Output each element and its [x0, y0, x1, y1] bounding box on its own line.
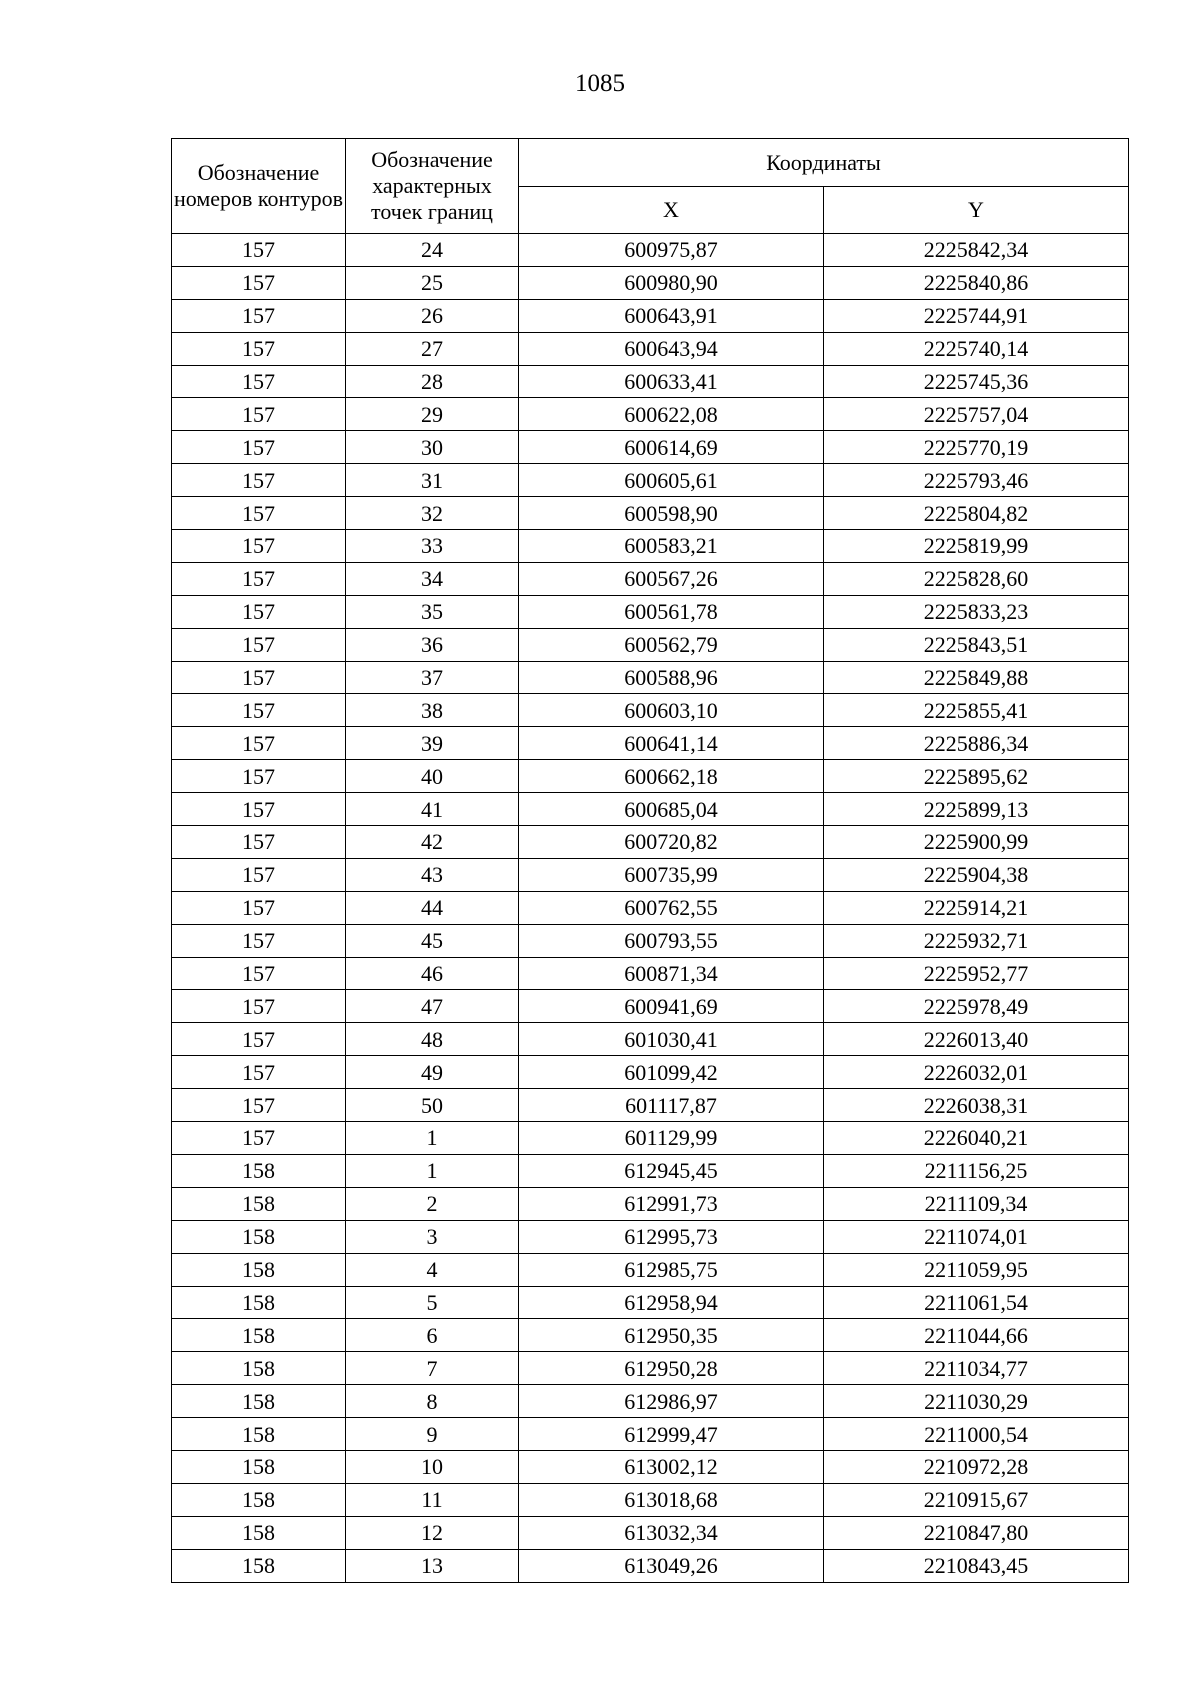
cell-contour-number: 158 — [172, 1220, 346, 1253]
cell-point-number: 24 — [346, 234, 519, 267]
cell-contour-number: 157 — [172, 1023, 346, 1056]
cell-x: 601030,41 — [519, 1023, 824, 1056]
cell-point-number: 11 — [346, 1483, 519, 1516]
cell-contour-number: 157 — [172, 398, 346, 431]
cell-contour-number: 158 — [172, 1549, 346, 1582]
table-row — [172, 1089, 1129, 1122]
cell-y: 2225895,62 — [824, 760, 1129, 793]
cell-x: 600583,21 — [519, 530, 824, 563]
cell-contour-number: 157 — [172, 661, 346, 694]
cell-y: 2211034,77 — [824, 1352, 1129, 1385]
cell-y: 2225757,04 — [824, 398, 1129, 431]
cell-contour-number: 157 — [172, 530, 346, 563]
table-row — [172, 1385, 1129, 1418]
table-row — [172, 990, 1129, 1023]
cell-point-number: 1 — [346, 1154, 519, 1187]
cell-y: 2210972,28 — [824, 1450, 1129, 1483]
cell-x: 612999,47 — [519, 1418, 824, 1451]
cell-contour-number: 157 — [172, 1089, 346, 1122]
cell-contour-number: 158 — [172, 1418, 346, 1451]
table-row — [172, 1286, 1129, 1319]
table-row — [172, 1154, 1129, 1187]
cell-contour-number: 157 — [172, 266, 346, 299]
cell-point-number: 30 — [346, 431, 519, 464]
cell-x: 600643,91 — [519, 299, 824, 332]
table-row — [172, 1220, 1129, 1253]
table-row — [172, 398, 1129, 431]
header-boundary-points: Обозначение характерных точек границ — [346, 139, 519, 234]
cell-y: 2211061,54 — [824, 1286, 1129, 1319]
cell-contour-number: 157 — [172, 1056, 346, 1089]
table-row — [172, 234, 1129, 267]
table-row — [172, 530, 1129, 563]
cell-point-number: 28 — [346, 365, 519, 398]
cell-y: 2211156,25 — [824, 1154, 1129, 1187]
table-row — [172, 266, 1129, 299]
cell-x: 600941,69 — [519, 990, 824, 1023]
cell-contour-number: 157 — [172, 1122, 346, 1155]
cell-x: 600643,94 — [519, 332, 824, 365]
cell-x: 600614,69 — [519, 431, 824, 464]
table-row — [172, 365, 1129, 398]
cell-point-number: 42 — [346, 826, 519, 859]
table-row — [172, 826, 1129, 859]
cell-point-number: 8 — [346, 1385, 519, 1418]
cell-y: 2225886,34 — [824, 727, 1129, 760]
cell-point-number: 27 — [346, 332, 519, 365]
cell-y: 2225745,36 — [824, 365, 1129, 398]
cell-contour-number: 157 — [172, 990, 346, 1023]
cell-y: 2225828,60 — [824, 562, 1129, 595]
table-row — [172, 858, 1129, 891]
cell-x: 600975,87 — [519, 234, 824, 267]
table-row — [172, 793, 1129, 826]
table-row — [172, 595, 1129, 628]
cell-y: 2226013,40 — [824, 1023, 1129, 1056]
cell-contour-number: 158 — [172, 1253, 346, 1286]
cell-contour-number: 157 — [172, 628, 346, 661]
cell-point-number: 43 — [346, 858, 519, 891]
cell-y: 2211030,29 — [824, 1385, 1129, 1418]
cell-x: 600871,34 — [519, 957, 824, 990]
cell-contour-number: 157 — [172, 924, 346, 957]
cell-point-number: 49 — [346, 1056, 519, 1089]
cell-contour-number: 158 — [172, 1352, 346, 1385]
cell-contour-number: 157 — [172, 595, 346, 628]
cell-x: 600735,99 — [519, 858, 824, 891]
cell-point-number: 7 — [346, 1352, 519, 1385]
cell-point-number: 37 — [346, 661, 519, 694]
cell-x: 612945,45 — [519, 1154, 824, 1187]
table-row — [172, 299, 1129, 332]
page-number: 1085 — [575, 70, 625, 97]
cell-x: 613049,26 — [519, 1549, 824, 1582]
cell-point-number: 45 — [346, 924, 519, 957]
cell-contour-number: 157 — [172, 299, 346, 332]
cell-x: 600662,18 — [519, 760, 824, 793]
cell-x: 612985,75 — [519, 1253, 824, 1286]
cell-point-number: 50 — [346, 1089, 519, 1122]
cell-contour-number: 157 — [172, 332, 346, 365]
table-row — [172, 1483, 1129, 1516]
table-row — [172, 924, 1129, 957]
table-row — [172, 1253, 1129, 1286]
cell-y: 2225770,19 — [824, 431, 1129, 464]
table-row — [172, 332, 1129, 365]
cell-x: 600605,61 — [519, 464, 824, 497]
cell-contour-number: 157 — [172, 858, 346, 891]
cell-y: 2225952,77 — [824, 957, 1129, 990]
cell-point-number: 26 — [346, 299, 519, 332]
cell-x: 600567,26 — [519, 562, 824, 595]
cell-x: 612986,97 — [519, 1385, 824, 1418]
table-row — [172, 694, 1129, 727]
cell-contour-number: 158 — [172, 1385, 346, 1418]
cell-y: 2225819,99 — [824, 530, 1129, 563]
cell-contour-number: 157 — [172, 431, 346, 464]
cell-y: 2225840,86 — [824, 266, 1129, 299]
cell-contour-number: 157 — [172, 234, 346, 267]
cell-y: 2225904,38 — [824, 858, 1129, 891]
cell-point-number: 32 — [346, 497, 519, 530]
cell-y: 2225833,23 — [824, 595, 1129, 628]
cell-y: 2225932,71 — [824, 924, 1129, 957]
cell-contour-number: 157 — [172, 365, 346, 398]
table-row — [172, 727, 1129, 760]
cell-y: 2211000,54 — [824, 1418, 1129, 1451]
table-row — [172, 431, 1129, 464]
cell-y: 2225978,49 — [824, 990, 1129, 1023]
cell-point-number: 12 — [346, 1516, 519, 1549]
cell-x: 613018,68 — [519, 1483, 824, 1516]
header-x: X — [519, 187, 824, 234]
cell-x: 600685,04 — [519, 793, 824, 826]
cell-point-number: 47 — [346, 990, 519, 1023]
cell-contour-number: 158 — [172, 1187, 346, 1220]
cell-x: 600980,90 — [519, 266, 824, 299]
cell-y: 2225740,14 — [824, 332, 1129, 365]
cell-contour-number: 157 — [172, 760, 346, 793]
cell-x: 612950,28 — [519, 1352, 824, 1385]
cell-point-number: 41 — [346, 793, 519, 826]
cell-point-number: 31 — [346, 464, 519, 497]
header-coordinates: Координаты — [519, 139, 1129, 187]
table-row — [172, 562, 1129, 595]
table-row — [172, 1056, 1129, 1089]
table-row — [172, 957, 1129, 990]
header-y: Y — [824, 187, 1129, 234]
cell-point-number: 13 — [346, 1549, 519, 1582]
cell-point-number: 6 — [346, 1319, 519, 1352]
cell-contour-number: 157 — [172, 562, 346, 595]
table-body — [172, 234, 1129, 1583]
cell-point-number: 4 — [346, 1253, 519, 1286]
coordinates-table — [171, 138, 1129, 1583]
cell-point-number: 9 — [346, 1418, 519, 1451]
cell-x: 601117,87 — [519, 1089, 824, 1122]
cell-y: 2226040,21 — [824, 1122, 1129, 1155]
table-row — [172, 1450, 1129, 1483]
table-row — [172, 1187, 1129, 1220]
table-row — [172, 497, 1129, 530]
table-header — [172, 139, 1129, 234]
table-row — [172, 1319, 1129, 1352]
table-row — [172, 760, 1129, 793]
cell-x: 600588,96 — [519, 661, 824, 694]
cell-contour-number: 158 — [172, 1154, 346, 1187]
cell-x: 612950,35 — [519, 1319, 824, 1352]
cell-point-number: 1 — [346, 1122, 519, 1155]
table-row — [172, 1352, 1129, 1385]
cell-point-number: 36 — [346, 628, 519, 661]
cell-point-number: 10 — [346, 1450, 519, 1483]
cell-x: 612991,73 — [519, 1187, 824, 1220]
cell-y: 2210847,80 — [824, 1516, 1129, 1549]
cell-y: 2225899,13 — [824, 793, 1129, 826]
cell-x: 600793,55 — [519, 924, 824, 957]
cell-contour-number: 157 — [172, 694, 346, 727]
cell-y: 2211059,95 — [824, 1253, 1129, 1286]
cell-y: 2226032,01 — [824, 1056, 1129, 1089]
cell-y: 2225744,91 — [824, 299, 1129, 332]
cell-point-number: 35 — [346, 595, 519, 628]
cell-x: 600720,82 — [519, 826, 824, 859]
cell-x: 600633,41 — [519, 365, 824, 398]
cell-y: 2225900,99 — [824, 826, 1129, 859]
cell-y: 2210843,45 — [824, 1549, 1129, 1582]
table-row — [172, 661, 1129, 694]
cell-x: 613002,12 — [519, 1450, 824, 1483]
cell-contour-number: 157 — [172, 497, 346, 530]
cell-y: 2225849,88 — [824, 661, 1129, 694]
cell-y: 2211074,01 — [824, 1220, 1129, 1253]
cell-point-number: 38 — [346, 694, 519, 727]
cell-point-number: 33 — [346, 530, 519, 563]
cell-contour-number: 157 — [172, 793, 346, 826]
cell-x: 612995,73 — [519, 1220, 824, 1253]
cell-x: 600561,78 — [519, 595, 824, 628]
cell-point-number: 46 — [346, 957, 519, 990]
cell-contour-number: 157 — [172, 826, 346, 859]
table-row — [172, 1122, 1129, 1155]
cell-x: 601099,42 — [519, 1056, 824, 1089]
table-row — [172, 464, 1129, 497]
cell-y: 2225855,41 — [824, 694, 1129, 727]
cell-y: 2210915,67 — [824, 1483, 1129, 1516]
cell-point-number: 34 — [346, 562, 519, 595]
cell-y: 2211044,66 — [824, 1319, 1129, 1352]
cell-contour-number: 157 — [172, 957, 346, 990]
cell-x: 600598,90 — [519, 497, 824, 530]
cell-contour-number: 158 — [172, 1286, 346, 1319]
cell-point-number: 3 — [346, 1220, 519, 1253]
cell-point-number: 25 — [346, 266, 519, 299]
cell-y: 2225843,51 — [824, 628, 1129, 661]
table-row — [172, 1516, 1129, 1549]
cell-contour-number: 157 — [172, 727, 346, 760]
cell-contour-number: 158 — [172, 1483, 346, 1516]
cell-point-number: 40 — [346, 760, 519, 793]
table-row — [172, 891, 1129, 924]
table-row — [172, 1418, 1129, 1451]
cell-x: 600762,55 — [519, 891, 824, 924]
cell-point-number: 39 — [346, 727, 519, 760]
cell-x: 600641,14 — [519, 727, 824, 760]
cell-contour-number: 158 — [172, 1319, 346, 1352]
cell-point-number: 48 — [346, 1023, 519, 1056]
cell-y: 2225793,46 — [824, 464, 1129, 497]
cell-x: 600622,08 — [519, 398, 824, 431]
cell-x: 600603,10 — [519, 694, 824, 727]
table-row — [172, 1023, 1129, 1056]
table-row — [172, 1549, 1129, 1582]
cell-y: 2225804,82 — [824, 497, 1129, 530]
cell-contour-number: 158 — [172, 1450, 346, 1483]
cell-x: 613032,34 — [519, 1516, 824, 1549]
cell-y: 2225914,21 — [824, 891, 1129, 924]
cell-point-number: 5 — [346, 1286, 519, 1319]
cell-y: 2225842,34 — [824, 234, 1129, 267]
cell-point-number: 29 — [346, 398, 519, 431]
cell-y: 2226038,31 — [824, 1089, 1129, 1122]
cell-x: 601129,99 — [519, 1122, 824, 1155]
cell-y: 2211109,34 — [824, 1187, 1129, 1220]
cell-contour-number: 158 — [172, 1516, 346, 1549]
cell-x: 612958,94 — [519, 1286, 824, 1319]
cell-contour-number: 157 — [172, 464, 346, 497]
header-contour-numbers: Обозначение номеров контуров — [172, 139, 346, 234]
cell-x: 600562,79 — [519, 628, 824, 661]
table-row — [172, 628, 1129, 661]
cell-point-number: 44 — [346, 891, 519, 924]
cell-contour-number: 157 — [172, 891, 346, 924]
cell-point-number: 2 — [346, 1187, 519, 1220]
